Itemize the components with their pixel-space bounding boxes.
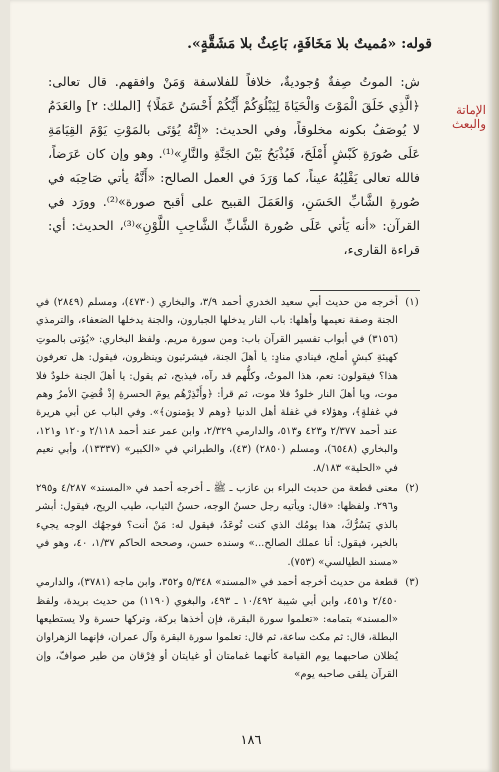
footnote-text: معنى قطعة من حديث البراء بن عازب ـ ﷺ ـ أخرجه أحمد في «المسند» ٤/٢٨٧ و٢٩٥ و٢٩٦. ولفظها: «قال: ويأتيه رجل حسنُ الوجه، حسنُ الثياب، طيب الريح، فيقول: أبشر بالذي يَسُرُّكَ، هذا يومُك الذي كنت تُوعَدُ، فيقول له: مَنْ أنت؟ فوجهُك الوجه يجيء بالخير، فيقول: أنا عملك الصالح...» وسنده حسن، وصححه الحاكم ١/٣٧، ٤٠، وهو في «مسند الطيالسي» (٧٥٣).: [36, 483, 399, 568]
footnote-separator: [310, 290, 420, 291]
footnote-3: [36, 574, 426, 684]
margin-topic-label: الإماتة والبعث: [452, 103, 486, 131]
page-edge: [492, 0, 499, 772]
book-page: [10, 0, 492, 772]
section-heading: قوله: «مُميتٌ بلا مَخَافَةٍ، بَاعِثٌ بلا مَشَقَّةٍ».: [187, 36, 432, 52]
footnote-text: أخرجه من حديث أبي سعيد الخدري أحمد ٣/٩، والبخاري (٤٧٣٠)، ومسلم (٢٨٤٩) في الجنة وصفة نعيمها وأهلها: باب النار يدخلها الجبارون، والجنة يدخلها الضعفاء، والترمذي (٣١٥٦) في أبواب تفسير القرآن باب: ومن سورة مريم. ولفظ البخاري: «يُؤتى بالموتِ كهيئةِ كبشٍ أملح، فينادي منادٍ: يا أهلَ الجنة، فيشرئبون وينظرون، فيقول: هل تعرفون هذا؟ فيقولون: نعم، هذا الموتُ، وكلُّهم قد رآه، فيذبح، ثم يقول: يا أهلَ الجنة خلودٌ فلا موت، ويا أهلَ النار خلودٌ فلا موت، ثم قرأ: ﴿وأَنْذِرْهُم يومَ الحسرةِ إذْ قُضِيَ الأمرُ وهم في غفلةٍ﴾، وهؤلاء في غفلة أهل الدنيا ﴿وهم لا يؤمنون﴾». وفي الباب عن أبي هريرة عند أحمد ٢/٣٧٧ و٤٢٣ و٥١٣، والدارمي ٢/٣٢٩، وابن عمر عند أحمد ٢/١١٨ و١٢٠ و١٢١، والبخاري (٦٥٤٨)، ومسلم (٢٨٥٠) (٤٣)، والطبراني في «الكبير» (١٣٣٣٧)، وأبي نعيم في «الحلية» ٨/١٨٣.: [36, 297, 399, 474]
footnote-text: قطعة من حديث أخرجه أحمد في «المسند» ٥/٣٤٨ و٣٥٢، وابن ماجه (٣٧٨١)، والدارمي ٢/٤٥٠ و٤٥١، وابن أبي شيبة ١٠/٤٩٢ ـ ٤٩٣، والبغوي (١١٩٠) من حديث بريدة، ولفظ «المسند» بتمامه: «تعلموا سورة البقرة، فإن أخذها بركة، وتركها حسرة ولا يستطيعها البطلة، قال: ثم مكث ساعة، ثم قال: تعلموا سورة البقرة وآل عمران، فإنهما الزهراوان يُظلان صاحبهما يوم القيامة كأنهما غمامتان أو غيايتان أو فِرْقان من طير صوافّ، وإن القرآن يلقى صاحبه يوم»: [36, 577, 398, 681]
footnote-2: [36, 480, 426, 572]
footnote-number: (٢): [405, 483, 419, 495]
footnote-number: (١): [405, 297, 419, 308]
footnote-1: [36, 294, 426, 478]
main-commentary-text: ش: الموتُ صِفةٌ وُجوديةٌ، خلافاً للفلاسفة وَمَنْ وافقهم. قال تعالى: ﴿الَّذِي خَلَقَ الْمَوْتَ وَالْحَيَاةَ لِيَبْلُوَكُمْ أَيُّكُمْ أَحْسَنُ عَمَلًا﴾ [الملك: ٢] والعَدَمُ لا يُوصَفُ بكونه مخلوقاً، وفي الحديث: «إِنَّهُ يُؤتَى بالمَوْتِ يَوْمَ القِيَامَةِ عَلَى صُورَةِ كَبْشٍ أَمْلَحَ، فَيُذْبَحُ بَيْنَ الجَنَّةِ والنَّارِ»⁽¹⁾. وهو وإن كان عَرَضاً، فالله تعالى يَقْلِبُهُ عيناً، كما وَرَدَ في العمل الصالح: «أَنَّهُ يأتي صَاحِبَه في صُورةِ الشَّابِّ الحَسَنِ، وَالعَمَلَ القبيح على أقبح صورة»⁽²⁾. وورَد في القرآن: «أنه يَأتي عَلَى صُورة الشَّابِّ الشَّاحِبِ اللَّوْنِ»⁽³⁾، الحديث: أي: قراءة القارىء،: [48, 74, 420, 257]
footnote-number: (٣): [405, 577, 419, 589]
footnotes-section: [36, 294, 426, 687]
page-number: ١٨٦: [240, 733, 262, 748]
